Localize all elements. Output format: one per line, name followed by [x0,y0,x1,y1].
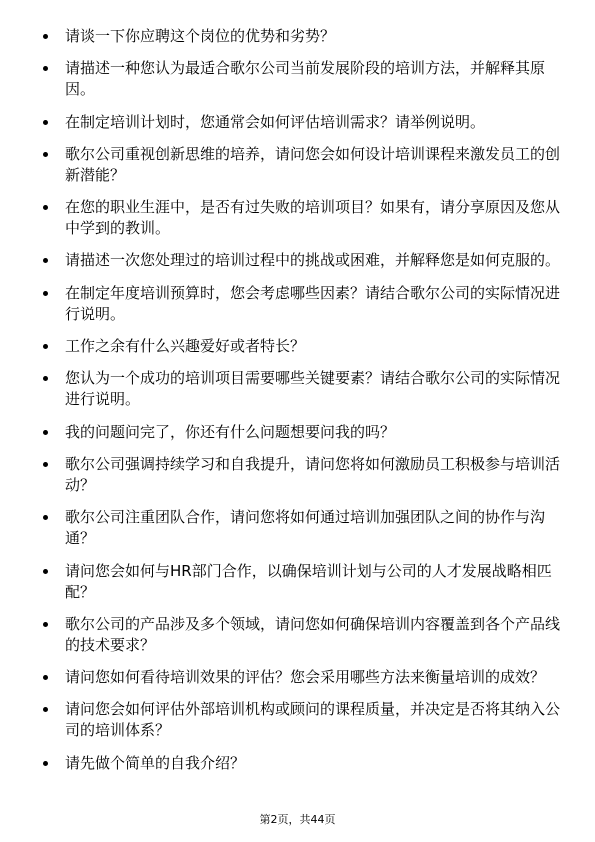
question-text: 请问您会如何与HR部门合作，以确保培训计划与公司的人才发展战略相匹配？ [65,561,552,601]
question-text: 我的问题问完了，你还有什么问题想要问我的吗？ [65,422,396,441]
question-text: 请描述一次您处理过的培训过程中的挑战或困难，并解释您是如何克服的。 [65,251,561,270]
list-item [41,561,561,603]
question-text: 歌尔公司重视创新思维的培养，请问您会如何设计培训课程来激发员工的创新潜能？ [65,144,561,184]
bullet-icon [43,258,48,263]
bullet-icon [43,707,48,712]
list-item [41,58,561,100]
list-item [41,26,561,47]
list-item [41,283,561,325]
list-item [41,753,561,774]
bullet-icon [43,462,48,467]
question-text: 在您的职业生涯中，是否有过失败的培训项目？如果有，请分享原因及您从中学到的教训。 [65,198,561,238]
list-item [41,699,561,741]
question-text: 歌尔公司注重团队合作，请问您将如何通过培训加强团队之间的协作与沟通？ [65,508,546,548]
list-item [41,507,561,549]
list-item [41,112,561,133]
question-text: 请问您如何看待培训效果的评估？您会采用哪些方法来衡量培训的成效？ [65,668,546,687]
question-text: 请描述一种您认为最适合歌尔公司当前发展阶段的培训方法，并解释其原因。 [65,59,546,99]
bullet-icon [43,66,48,71]
bullet-icon [43,622,48,627]
bullet-icon [43,120,48,125]
question-text: 歌尔公司强调持续学习和自我提升，请问您将如何激励员工积极参与培训活动？ [65,454,561,494]
list-item [41,368,561,410]
question-text: 请先做个简单的自我介绍？ [65,753,246,772]
question-text: 在制定年度培训预算时，您会考虑哪些因素？请结合歌尔公司的实际情况进行说明。 [65,283,561,323]
bullet-icon [43,515,48,520]
list-item [41,250,561,271]
bullet-icon [43,344,48,349]
list-item [41,422,561,443]
bullet-icon [43,205,48,210]
list-item [41,614,561,656]
bullet-icon [43,430,48,435]
bullet-icon [43,376,48,381]
bullet-icon [43,569,48,574]
list-item [41,197,561,239]
question-text: 歌尔公司的产品涉及多个领域，请问您如何确保培训内容覆盖到各个产品线的技术要求？ [65,614,561,654]
question-text: 工作之余有什么兴趣爱好或者特长？ [65,337,306,356]
bullet-icon [43,34,48,39]
list-item [41,454,561,496]
list-item [41,144,561,186]
question-text: 您认为一个成功的培训项目需要哪些关键要素？请结合歌尔公司的实际情况进行说明。 [65,369,561,409]
bullet-icon [43,291,48,296]
question-text: 在制定培训计划时，您通常会如何评估培训需求？请举例说明。 [65,112,486,131]
page-number: 第2页，共44页 [259,813,336,826]
bullet-icon [43,152,48,157]
bullet-icon [43,761,48,766]
list-item [41,336,561,357]
question-text: 请问您会如何评估外部培训机构或顾问的课程质量，并决定是否将其纳入公司的培训体系？ [65,700,561,740]
bullet-icon [43,675,48,680]
question-list [41,26,561,785]
page-footer [0,813,595,827]
question-text: 请谈一下你应聘这个岗位的优势和劣势？ [65,27,336,45]
list-item [41,667,561,688]
